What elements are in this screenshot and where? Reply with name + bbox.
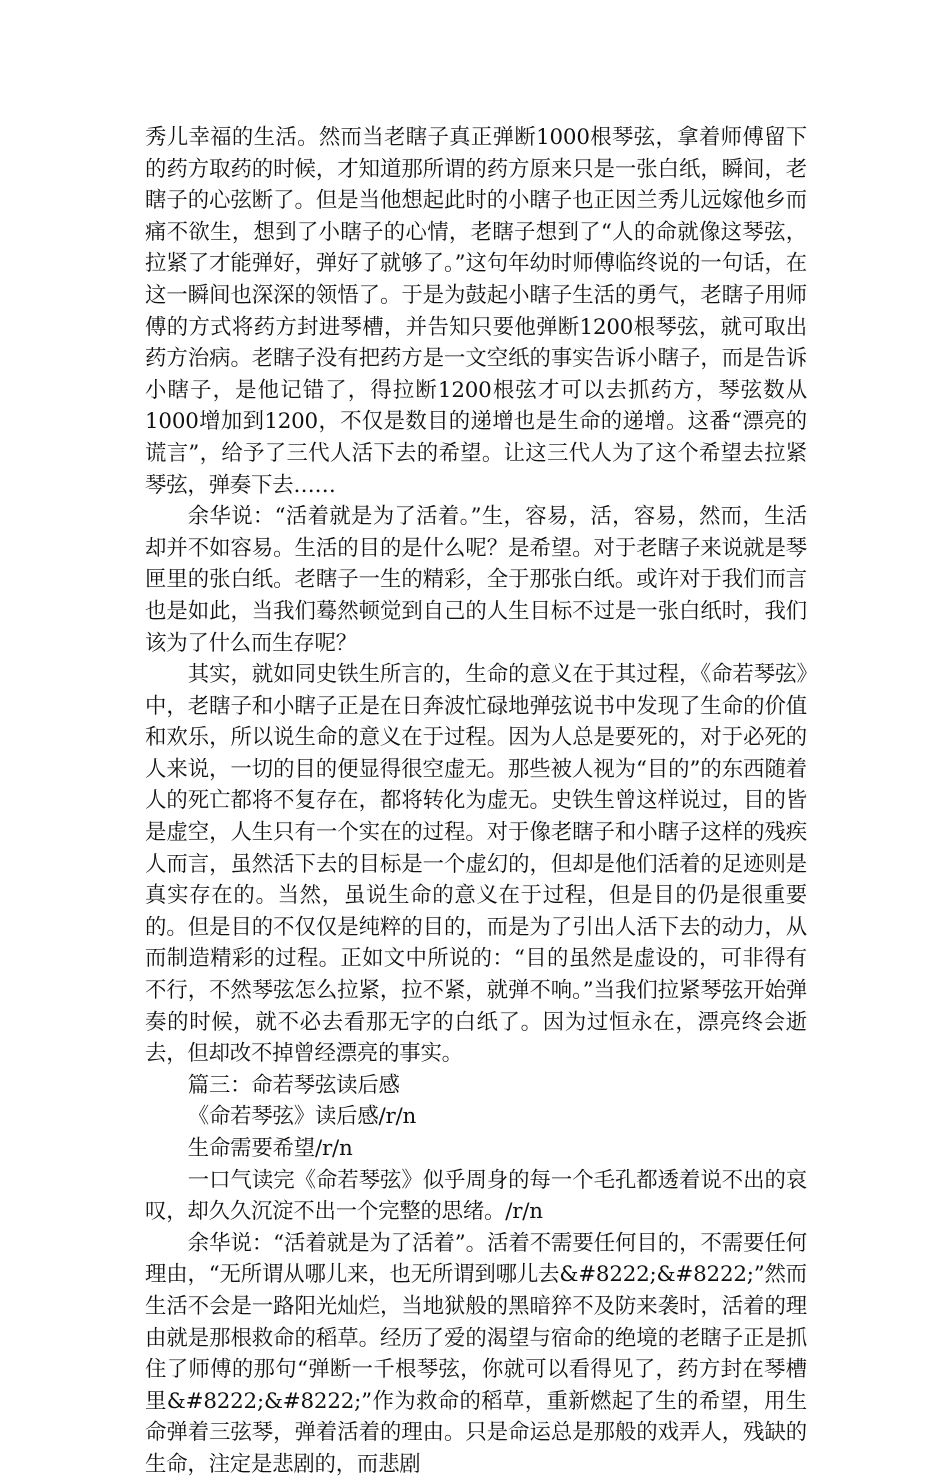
article-title: 《命若琴弦》读后感/r/n	[187, 1104, 417, 1130]
paragraph-2: 余华说：“活着就是为了活着。”生，容易，活，容易，然而，生活却并不如容易。生活的目的是什么呢？是希望。对于老瞎子来说就是琴匣里的张白纸。老瞎子一生的精彩，全于那张白纸。或许对于我们而言也是如此，当我们蓦然顿觉到自己的人生目标不过是一张白纸时，我们该为了什么而生存呢？	[145, 504, 807, 656]
section-heading: 篇三：命若琴弦读后感	[187, 1072, 400, 1098]
paragraph-4: 一口气读完《命若琴弦》似乎周身的每一个毛孔都透着说不出的哀叹，却久久沉淀不出一个完整的思绪。/r/n	[145, 1167, 807, 1225]
article-subtitle: 生命需要希望/r/n	[187, 1136, 353, 1161]
paragraph-5: 余华说：“活着就是为了活着”。活着不需要任何目的，不需要任何理由，“无所谓从哪儿来，也无所谓到哪儿去&#8222;&#8222;”然而生活不会是一路阳光灿烂，当地狱般的黑暗猝不及防来袭时，活着的理由就是那根救命的稻草。经历了爱的渴望与宿命的绝境的老瞎子正是抓住了师傅的那句“弹断一千根琴弦，你就可以看得见了，药方封在琴槽里&#8222;&#8222;”作为救命的稻草，重新燃起了生的希望，用生命弹着三弦琴，弹着活着的理由。只是命运总是那般的戏弄人，残缺的生命，注定是悲剧的，而悲剧	[145, 1230, 807, 1477]
document-body	[145, 122, 807, 1481]
paragraph-3: 其实，就如同史铁生所言的，生命的意义在于其过程，《命若琴弦》中，老瞎子和小瞎子正是在日奔波忙碌地弹弦说书中发现了生命的价值和欢乐，所以说生命的意义在于过程。因为人总是要死的，对于必死的人来说，一切的目的便显得很空虚无。那些被人视为“目的”的东西随着人的死亡都将不复存在，都将转化为虚无。史铁生曾这样说过，目的皆是虚空，人生只有一个实在的过程。对于像老瞎子和小瞎子这样的残疾人而言，虽然活下去的目标是一个虚幻的，但却是他们活着的足迹则是真实存在的。当然，虽说生命的意义在于过程，但是目的仍是很重要的。但是目的不仅仅是纯粹的目的，而是为了引出人活下去的动力，从而制造精彩的过程。正如文中所说的：“目的虽然是虚设的，可非得有不行，不然琴弦怎么拉紧，拉不紧，就弹不响。”当我们拉紧琴弦开始弹奏的时候，就不必去看那无字的白纸了。因为过恒永在，漂亮终会逝去，但却改不掉曾经漂亮的事实。	[145, 662, 807, 1067]
paragraph-1: 秀儿幸福的生活。然而当老瞎子真正弹断1000根琴弦，拿着师傅留下的药方取药的时候，才知道那所谓的药方原来只是一张白纸，瞬间，老瞎子的心弦断了。但是当他想起此时的小瞎子也正因兰秀儿远嫁他乡而痛不欲生，想到了小瞎子的心情，老瞎子想到了“人的命就像这琴弦，拉紧了才能弹好，弹好了就够了。”这句年幼时师傅临终说的一句话，在这一瞬间也深深的领悟了。于是为鼓起小瞎子生活的勇气，老瞎子用师傅的方式将药方封进琴槽，并告知只要他弹断1200根琴弦，就可取出药方治病。老瞎子没有把药方是一文空纸的事实告诉小瞎子，而是告诉小瞎子，是他记错了，得拉断1200根弦才可以去抓药方，琴弦数从1000增加到1200，不仅是数目的递增也是生命的递增。这番“漂亮的谎言”，给予了三代人活下去的希望。让这三代人为了这个希望去拉紧琴弦，弹奏下去……	[145, 125, 807, 498]
